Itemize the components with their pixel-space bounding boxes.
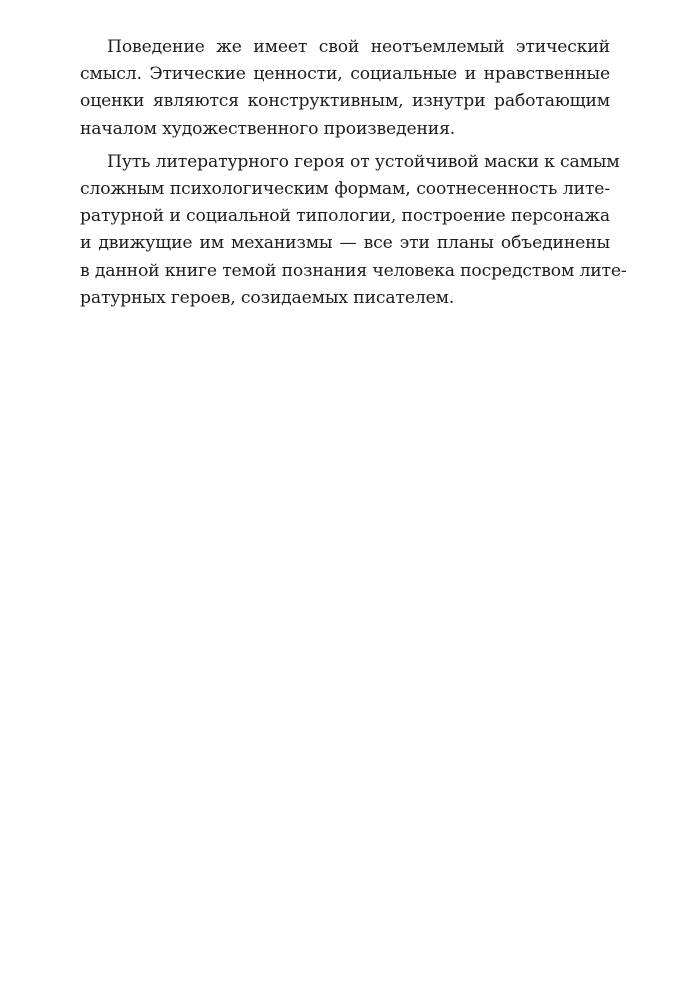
paragraph-2-line-1: Путь литературного героя от устойчивой маски к самым (107, 151, 620, 172)
paragraph-2-line-5: в данной книге темой познания человека посредством лите- (80, 260, 627, 281)
paragraph-1-line-2: смысл. Этические ценности, социальные и нравственные (80, 64, 610, 85)
body-text (80, 34, 627, 318)
paragraph-2-line-6: ратурных героев, созидаемых писателем. (80, 287, 455, 308)
paragraph-2-line-4: и движущие им механизмы — все эти планы объединены (80, 233, 610, 254)
paragraph-1-line-4: началом художественного произведения. (80, 118, 456, 139)
paragraph-2-line-3: ратурной и социальной типологии, построение персонажа (80, 206, 610, 227)
paragraph-2 (80, 149, 627, 312)
paragraph-1 (80, 34, 610, 143)
paragraph-2-line-2: сложным психологическим формам, соотнесенность лите- (80, 179, 610, 200)
paragraph-1-line-3: оценки являются конструктивным, изнутри работающим (80, 91, 610, 112)
paragraph-1-line-1: Поведение же имеет свой неотъемлемый этический (107, 37, 610, 57)
